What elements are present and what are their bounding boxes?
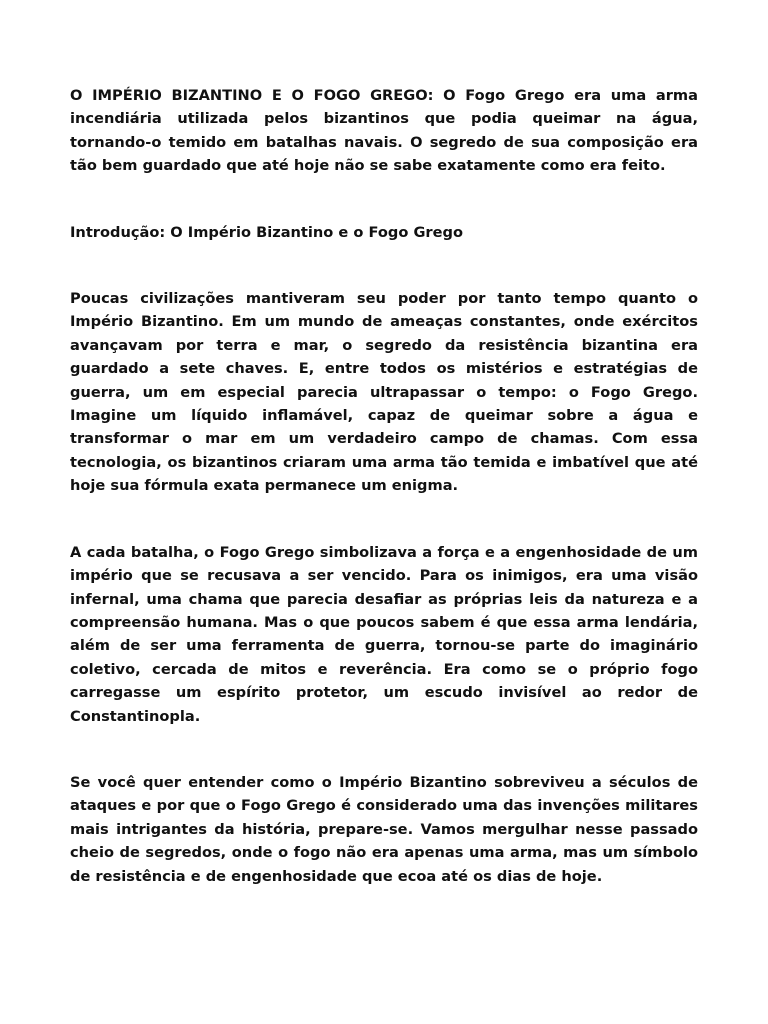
document-page [70,84,698,888]
section-heading: Introdução: O Império Bizantino e o Fogo Grego [70,223,463,241]
body-paragraph-3: Se você quer entender como o Império Bizantino sobreviveu a séculos de ataques e por que o Fogo Grego é considerado uma das invenções militares mais intrigantes da história, prepare-se. Vamos mergulhar nesse passado cheio de segredos, onde o fogo não era apenas uma arma, mas um símbolo de resistência e de engenhosidade que ecoa até os dias de hoje. [70,773,698,885]
intro-paragraph: O IMPÉRIO BIZANTINO E O FOGO GREGO: O Fogo Grego era uma arma incendiária utilizada pelos bizantinos que podia queimar na água, tornando-o temido em batalhas navais. O segredo de sua composição era tão bem guardado que até hoje não se sabe exatamente como era feito. [70,87,698,175]
body-paragraph-2: A cada batalha, o Fogo Grego simbolizava a força e a engenhosidade de um império que se recusava a ser vencido. Para os inimigos, era uma visão infernal, uma chama que parecia desafiar as próprias leis da natureza e a compreensão humana. Mas o que poucos sabem é que essa arma lendária, além de ser uma ferramenta de guerra, tornou-se parte do imaginário coletivo, cercada de mitos e reverência. Era como se o próprio fogo carregasse um espírito protetor, um escudo invisível ao redor de Constantinopla. [70,543,698,725]
body-paragraph-1: Poucas civilizações mantiveram seu poder por tanto tempo quanto o Império Bizantino. Em um mundo de ameaças constantes, onde exércitos avançavam por terra e mar, o segredo da resistência bizantina era guardado a sete chaves. E, entre todos os mistérios e estratégias de guerra, um em especial parecia ultrapassar o tempo: o Fogo Grego. Imagine um líquido inflamável, capaz de queimar sobre a água e transformar o mar em um verdadeiro campo de chamas. Com essa tecnologia, os bizantinos criaram uma arma tão temida e imbatível que até hoje sua fórmula exata permanece um enigma. [70,290,698,495]
